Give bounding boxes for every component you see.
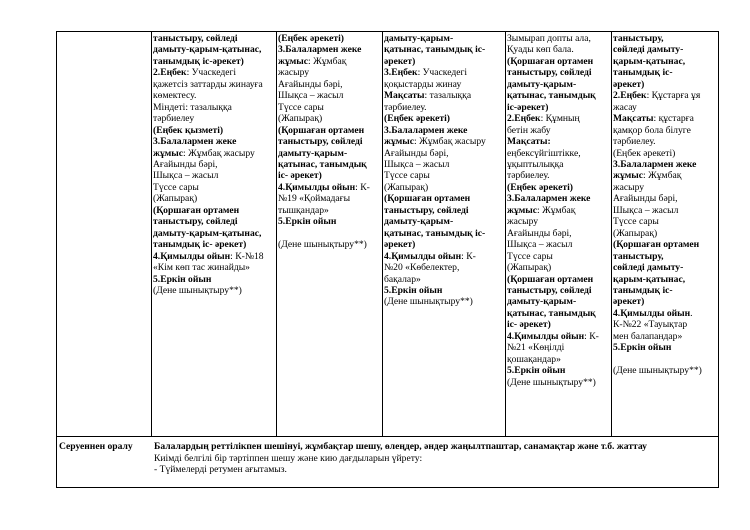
text: (Жапырақ) [278,113,323,125]
text-line [384,251,504,262]
text-line [384,79,504,90]
text-line [384,262,504,273]
text: (Дене шынықтыру**) [384,296,473,308]
bold-text: дамыту-қарым- [507,78,577,90]
bold-text: жұмыс [613,170,644,182]
text: Ағайынды бәрі, [507,227,572,239]
text: «Кім көп тас жинайды» [153,262,250,274]
bold-text: танымдық іс- әрекет) [153,239,247,251]
text-line [613,319,717,330]
text-line [507,193,610,204]
text-line [384,136,504,147]
bold-text: таныстыру, [613,33,664,44]
bold-text: 3.Балалармен жеке [384,124,468,136]
text-line [507,170,610,181]
bold-text: әрекет) [384,239,416,251]
walk-return-line: - Түймелерді ретумен ағытамыз. [154,464,287,475]
text-line [384,159,504,170]
text-line [278,170,381,181]
text: : К- [461,250,476,262]
text: : Жұмбақ жасыру [183,147,255,159]
text: жасыру [278,67,310,79]
text-line [507,354,610,365]
bold-text: танымдық іс-әрекет) [153,55,244,67]
text: Шықса – жасыл [384,158,450,170]
text-line [153,90,275,101]
bold-text: 2.Еңбек [507,113,541,125]
text: тәрбиелеу. [613,136,656,148]
bold-text: дамыту-қарым-қатынас, [153,44,262,56]
text-line [153,182,275,193]
table-border [56,31,57,488]
bold-text: (Қоршаған ортамен [384,193,471,205]
text: : Учаскедегі [417,67,468,79]
text-line [613,56,717,67]
text-line [384,216,504,227]
text-line [613,125,717,136]
text-line [384,182,504,193]
bold-text: қатынас, танымдық [278,158,367,170]
text: : Жұмбақ [537,204,576,216]
bold-text: 4.Қимылды ойын [507,330,585,342]
text: №20 «Көбелектер, [384,262,460,274]
text-line [613,159,717,170]
bold-text: дамыту-қарым- [384,216,454,228]
bold-text: 2.Еңбек [153,67,187,79]
walk-return-content [154,441,717,476]
text: №19 «Қоймадағы [278,193,351,205]
text: тәрбиелеу. [507,170,550,182]
text-line [384,56,504,67]
text: Түссе сары [507,250,553,262]
bold-text: Мақсаты [384,90,425,102]
wednesday-activities-cell [384,33,504,308]
text: Ағайынды бәрі, [278,78,343,90]
bold-text: 3.Балалармен жеке [153,136,237,148]
text: Ағайынды бәрі, [384,147,449,159]
text: мен балапандар» [613,330,683,342]
monday-activities-cell [153,33,275,296]
bold-text: 3.Балалармен жеке [613,158,697,170]
bold-text: таныстыру, сөйледі [507,67,592,79]
text-line [153,193,275,204]
bold-text: таныстыру, сөйледі [384,204,469,216]
walk-return-line: Киімді белгілі бір тәртіппен шешу және кию дағдыларын үйрету: [154,452,423,464]
text: . [690,307,693,319]
text-line [384,44,504,55]
text-line [278,159,381,170]
bold-text: әрекет) [384,55,416,67]
bold-text: (Еңбек қызметі) [153,124,224,136]
text-line [278,90,381,101]
bold-text: 4.Қимылды ойын [153,250,231,262]
text-line [507,113,610,124]
text-line [507,125,610,136]
text-line [384,193,504,204]
bold-text: 5.Еркін ойын [507,365,566,377]
friday-activities-cell [613,33,717,377]
text-line [384,228,504,239]
text-line [507,319,610,330]
bold-text: дамыту-қарым- [278,147,348,159]
bold-text: қатынас, танымдық іс- [384,227,486,239]
text: (Дене шынықтыру**) [153,284,242,296]
bold-text: танымдық іс- [613,67,673,79]
text-line [278,44,381,55]
bold-text: жұмыс [278,55,309,67]
text: Түссе сары [384,170,430,182]
text-line [278,79,381,90]
bold-text: (Қоршаған ортамен [613,239,700,251]
bold-text: сөйледі дамыту- [613,44,684,56]
text-line [613,331,717,342]
bold-text: (Еңбек әрекеті) [278,33,344,44]
text-line [507,102,610,113]
text: : Құмның [540,113,580,125]
bold-text: 5.Еркін ойын [278,216,337,228]
text-line [153,67,275,78]
text-line [384,113,504,124]
bold-text: қарым-қатынас, [613,273,686,285]
text-line [384,296,504,307]
text-line [278,182,381,193]
text: К-№22 «Тауықтар [613,319,688,331]
text: Қуады көп бала. [507,44,574,56]
text-line [153,228,275,239]
bold-text: (Еңбек әрекеті) [507,181,573,193]
text-line [384,170,504,181]
bold-text: әрекет) [613,78,645,90]
text: (Дене шынықтыру**) [613,365,702,377]
text: Шықса – жасыл [278,90,344,102]
text: қажетсіз заттарды жинауға [153,78,263,90]
bold-text: танымдық іс- [613,284,673,296]
text-line [384,125,504,136]
table-border [56,487,719,488]
table-border [505,31,506,436]
text-line [278,216,381,227]
text-line [384,67,504,78]
bold-text: жұмыс [384,136,415,148]
text-line [384,205,504,216]
bold-text: (Қоршаған ортамен [507,273,594,285]
bold-text: 4.Қимылды ойын [278,181,356,193]
text: : Жұмбақ [643,170,682,182]
text-line [278,67,381,78]
table-border [151,31,152,436]
text: №21 «Көңілді [507,342,565,354]
text-line [613,193,717,204]
text-line [613,44,717,55]
bold-text: 2.Еңбек [613,90,647,102]
text-line [153,170,275,181]
thursday-activities-cell [507,33,610,388]
text-line [153,136,275,147]
text: тәрбиелеу [153,113,195,125]
text-line [153,205,275,216]
text-line [278,125,381,136]
text-line [613,148,717,159]
text-line [507,33,610,44]
text-line [153,216,275,227]
text-line [507,274,610,285]
bold-text: таныстыру, сөйледі [278,136,363,148]
bold-text: Мақсаты [613,113,654,125]
text-line [507,205,610,216]
text-line [507,148,610,159]
text-line [507,228,610,239]
text-line [153,285,275,296]
table-border [276,31,277,436]
text-line [507,285,610,296]
text: (Жапырақ) [384,181,429,193]
text: Шықса – жасыл [613,204,679,216]
text-line [153,239,275,250]
bold-text: 3.Балалармен жеке [278,44,362,56]
walk-return-label: Серуеннен оралу [59,441,133,452]
text: бетін жабу [507,124,551,136]
text-line [278,193,381,204]
text-line [153,125,275,136]
text-line [278,113,381,124]
text: көмектесу. [153,90,197,102]
text: : К- [584,330,599,342]
bold-text: іс- әрекет) [278,170,322,182]
bold-text: таныстыру, [613,250,664,262]
bold-text: іс- әрекет) [507,319,551,331]
text-line [153,44,275,55]
text: (Жапырақ) [507,262,552,274]
text-line [613,205,717,216]
text-line [278,136,381,147]
text-line [613,251,717,262]
text-line [613,239,717,250]
bold-text: жұмыс [507,204,538,216]
text-line [613,33,717,44]
text-line [507,44,610,55]
text: Түссе сары [613,216,659,228]
bold-text: 5.Еркін ойын [384,284,443,296]
bold-text: қатынас, танымдық [507,90,596,102]
text-line [507,296,610,307]
text: жасыру [507,216,539,228]
text: қамқор бола білуге [613,124,691,136]
text: бақалар» [384,273,421,285]
walk-return-heading: Балалардың реттілікпен шешінуі, жұмбақтар шешу, өлеңдер, әндер жаңылтпаштар, санамақтар және т.б. жаттау [154,441,647,452]
text-line [507,262,610,273]
text: : құстарға [653,113,694,125]
text-line [613,170,717,181]
text-line [613,285,717,296]
text-line [278,33,381,44]
bold-text: 3.Еңбек [384,67,418,79]
text-line [507,331,610,342]
bold-text: (Қоршаған ортамен [507,55,594,67]
text-line [153,274,275,285]
text-line [507,79,610,90]
text-line [278,239,381,250]
bold-text: (Қоршаған ортамен [153,204,240,216]
text-line [278,205,381,216]
text-line [278,56,381,67]
bold-text: дамыту-қарым-қатынас, [153,227,262,239]
text: : К- [355,181,370,193]
text-line [384,90,504,101]
text: Шықса – жасыл [507,239,573,251]
text-line [613,308,717,319]
text-line [507,182,610,193]
bold-text: дамыту-қарым- [507,296,577,308]
text-line [153,79,275,90]
bold-text: 5.Еркін ойын [153,273,212,285]
text: (Жапырақ) [613,227,658,239]
text-line [613,262,717,273]
text: Міндеті: тазалыққа [153,101,232,113]
bold-text: іс-әрекет) [507,101,549,113]
text: жасау [613,101,637,113]
text: : Учаскедегі [186,67,237,79]
text-line [384,33,504,44]
text-line [384,148,504,159]
text-line [507,56,610,67]
bold-text: таныстыру, сөйледі [507,284,592,296]
text: Зымырап допты ала, [507,33,591,44]
text: тышқандар» [278,204,329,216]
text-line [153,33,275,44]
text: жасыру [613,181,645,193]
text: Ағайынды бәрі, [613,193,678,205]
bold-text: қатынас, танымдық [507,307,596,319]
bold-text: дамыту-қарым- [384,33,454,44]
text: Түссе сары [278,101,324,113]
bold-text: 4.Қимылды ойын [613,307,691,319]
bold-text: жұмыс [153,147,184,159]
text-line [613,296,717,307]
text-line [507,239,610,250]
text: Ағайынды бәрі, [153,158,218,170]
text-line [507,159,610,170]
text: Түссе сары [153,181,199,193]
table-border [56,436,719,437]
text-line [278,102,381,113]
text: (Жапырақ) [153,193,198,205]
text-line [153,113,275,124]
bold-text: 5.Еркін ойын [613,342,672,354]
text-line [613,182,717,193]
text-line [507,251,610,262]
bold-text: таныстыру, сөйледі [153,216,238,228]
text-line [613,113,717,124]
text: : Жұмбақ [308,55,347,67]
text-line [507,342,610,353]
text-line [507,216,610,227]
text-line [507,90,610,101]
text-line [507,377,610,388]
text-line [507,136,610,147]
text: : К-№18 [230,250,264,262]
text: еңбексүйгіштікке, [507,147,581,159]
table-border [382,31,383,436]
bold-text: қарым-қатынас, [613,55,686,67]
text-line [613,90,717,101]
text-line [613,342,717,353]
tuesday-activities-cell [278,33,381,251]
text-line [613,102,717,113]
bold-text: (Еңбек әрекеті) [384,113,450,125]
text: : Құстарға ұя [646,90,701,102]
bold-text: 4.Қимылды ойын [384,250,462,262]
table-border [718,31,719,488]
text: : тазалыққа [424,90,472,102]
text-line [613,365,717,376]
bold-text: әрекет) [613,296,645,308]
text-line [153,262,275,273]
text-line [613,228,717,239]
text-line [613,216,717,227]
text-line [384,239,504,250]
bold-text: 3.Балалармен жеке [507,193,591,205]
text-line [613,136,717,147]
text-line [613,274,717,285]
text-line [384,285,504,296]
bold-text: сөйледі дамыту- [613,262,684,274]
text-line [613,354,717,365]
table-border [56,31,719,32]
text-line [278,228,381,239]
text-line [507,308,610,319]
text-line [613,67,717,78]
text-line [153,102,275,113]
text-line [384,274,504,285]
text-line [613,79,717,90]
text-line [153,159,275,170]
bold-text: таныстыру, сөйледі [153,33,238,44]
text-line [153,251,275,262]
text: қоқыстарды жинау [384,78,462,90]
text-line [384,102,504,113]
text: тәрбиелеу. [384,101,427,113]
text: (Дене шынықтыру**) [507,376,596,388]
text: ұқыптылыққа [507,158,564,170]
bold-text: (Қоршаған ортамен [278,124,365,136]
text-line [278,148,381,159]
text: қошақандар» [507,353,561,365]
text: Шықса – жасыл [153,170,219,182]
text: (Еңбек әрекеті) [613,147,676,159]
text-line [153,148,275,159]
text-line [507,365,610,376]
bold-text: қатынас, танымдық іс- [384,44,486,56]
text: : Жұмбақ жасыру [414,136,486,148]
text-line [153,56,275,67]
table-border [611,31,612,436]
text-line [507,67,610,78]
bold-text: Мақсаты: [507,136,551,148]
text: (Дене шынықтыру**) [278,239,367,251]
